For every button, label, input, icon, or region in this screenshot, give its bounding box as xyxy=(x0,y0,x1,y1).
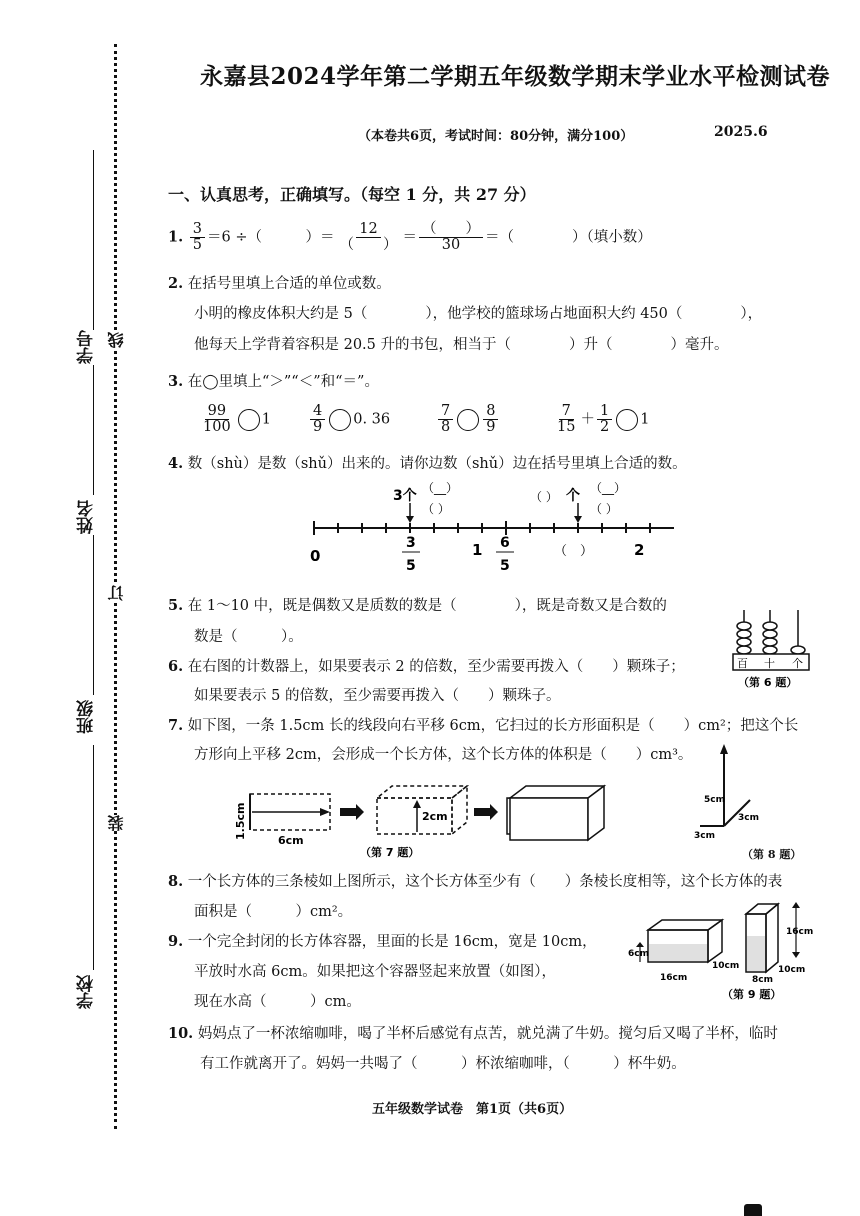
q7-caption: （第 7 题） xyxy=(360,846,420,859)
abacus-beads xyxy=(737,622,805,654)
binding-mark-staple: 订 xyxy=(107,585,126,601)
compare-circle[interactable] xyxy=(238,409,260,431)
question-1: 1. $\frac{3}{5}$ ＝6 ÷（ ）＝ $\frac{12}{( )}$ ＝ $\frac{( )}{30}$ ＝（ ）（填小数） xyxy=(168,221,652,254)
question-2 xyxy=(168,272,391,293)
abacus-label-ones: 个 xyxy=(792,657,803,670)
compare-circle[interactable] xyxy=(329,409,351,431)
question-text: 一个完全封闭的长方体容器，里面的长是 16cm，宽是 10cm， xyxy=(187,934,597,950)
tick-label-3-5-num: 3 xyxy=(406,535,416,551)
question-number: 8. xyxy=(168,873,184,890)
water-flat xyxy=(649,944,707,961)
dim-6cm: 6cm xyxy=(628,949,649,959)
question-number: 2. xyxy=(168,275,184,292)
dim-3cm-width: 3cm xyxy=(694,831,715,840)
question-number: 6. xyxy=(168,658,184,675)
tick-label-6-5-num: 6 xyxy=(500,535,510,551)
exam-date: 2025.6 xyxy=(714,124,768,140)
compare-circle[interactable] xyxy=(457,409,479,431)
name-line[interactable] xyxy=(93,365,94,495)
dim-3cm-depth: 3cm xyxy=(738,813,759,823)
arrow-right-icon xyxy=(474,804,498,820)
dim-6cm: 6cm xyxy=(278,834,304,847)
fraction: $\frac{3}{5}$ xyxy=(190,222,205,253)
school-label: 学校 xyxy=(77,975,97,1009)
class-label: 班级 xyxy=(77,700,97,734)
fraction[interactable]: $\frac{12}{( )}$ xyxy=(339,221,398,254)
abacus-caption: （第 6 题） xyxy=(738,676,798,689)
question-2-line-3[interactable]: 他每天上学背着容积是 20.5 升的书包，相当于（ ）升（ ）毫升。 xyxy=(194,337,729,353)
blank-fraction-den[interactable]: （ ） xyxy=(422,502,450,516)
water-upright xyxy=(747,936,765,971)
question-7-line-2[interactable]: 方形向上平移 2cm，会形成一个长方体，这个长方体的体积是（ ）cm³。 xyxy=(194,747,693,763)
question-text: 在括号里填上合适的单位或数。 xyxy=(187,276,391,292)
label-unit-char: 个 xyxy=(566,488,580,504)
tick-label-3-5-den: 5 xyxy=(406,558,416,574)
student-id-label: 学号 xyxy=(77,330,97,364)
question-text: 在◯里填上“＞”“＜”和“＝”。 xyxy=(187,374,379,390)
q9-caption: （第 9 题） xyxy=(722,988,782,1001)
question-text[interactable]: 如下图，一条 1.5cm 长的线段向右平移 6cm，它扫过的长方形面积是（ ）cm²；把这个长 xyxy=(187,718,799,734)
question-text[interactable]: 一个长方体的三条棱如上图所示，这个长方体至少有（ ）条棱长度相等，这个长方体的表 xyxy=(187,874,783,890)
dim-2cm: 2cm xyxy=(422,810,448,823)
name-label: 姓名 xyxy=(77,500,97,534)
dim-10cm: 10cm xyxy=(712,961,740,971)
corner-mark xyxy=(744,1204,762,1216)
exam-info: （本卷共6页，考试时间：80分钟，满分100） xyxy=(358,129,634,144)
question-number: 10. xyxy=(168,1025,194,1042)
q8-caption: （第 8 题） xyxy=(742,848,802,861)
question-6-line-2[interactable]: 如果要表示 5 的倍数，至少需要再拨入（ ）颗珠子。 xyxy=(194,688,561,704)
tick-label-6-5-den: 5 xyxy=(500,558,510,574)
answer-blank[interactable]: ＝（ ）（填小数） xyxy=(484,229,652,246)
question-number: 3. xyxy=(168,373,184,390)
compare-1: $\frac{99}{100}$ 1 xyxy=(203,403,271,436)
tick-label-1: 1 xyxy=(472,541,483,559)
question-9-line-2: 平放时水高 6cm。如果把这个容器竖起来放置（如图）， xyxy=(194,964,556,980)
blank-count[interactable]: （ ） xyxy=(530,490,558,504)
question-text[interactable]: 在 1～10 中，既是偶数又是质数的数是（ ），既是奇数又是合数的 xyxy=(187,598,667,614)
question-8-line-2[interactable]: 面积是（ ）cm²。 xyxy=(194,904,353,920)
tick-label-0: 0 xyxy=(310,547,321,565)
question-text: 妈妈点了一杯浓缩咖啡，喝了半杯后感觉有点苦，就兑满了牛奶。搅匀后又喝了半杯，临时 xyxy=(197,1026,778,1042)
exam-title: 永嘉县2024学年第二学期五年级数学期末学业水平检测试卷 xyxy=(200,63,831,90)
question-9 xyxy=(168,930,597,951)
dim-16cm: 16cm xyxy=(660,973,688,983)
dim-16cm-upright: 16cm xyxy=(786,927,814,937)
dim-1-5cm: 1.5cm xyxy=(234,802,247,840)
blank-tick-label[interactable]: （ ） xyxy=(554,544,594,559)
compare-2: $\frac{4}{9}$ 0. 36 xyxy=(308,404,390,435)
question-text[interactable]: 在右图的计数器上，如果要表示 2 的倍数，至少需要再拨入（ ）颗珠子； xyxy=(187,659,685,675)
compare-3: $\frac{7}{8}$ $\frac{8}{9}$ xyxy=(436,404,500,435)
abacus-label-tens: 十 xyxy=(764,657,775,670)
question-10 xyxy=(168,1022,778,1043)
binding-mark-bind: 装 xyxy=(107,815,126,831)
question-6 xyxy=(168,655,685,676)
question-number: 1. xyxy=(168,228,184,246)
number-line-figure xyxy=(300,475,700,585)
q8-figure xyxy=(690,728,800,840)
compare-4: $\frac{7}{15}$ ＋ $\frac{1}{2}$ 1 xyxy=(557,403,650,436)
page-footer: 五年级数学试卷 第1页（共6页） xyxy=(372,1102,573,1117)
blank-fraction-num-2[interactable]: （__） xyxy=(590,481,627,495)
dim-8cm: 8cm xyxy=(752,975,773,985)
q9-figure xyxy=(626,896,826,1006)
dim-10cm-upright: 10cm xyxy=(778,965,806,975)
dim-5cm: 5cm xyxy=(704,795,725,805)
label-three-units: 3个 xyxy=(393,488,417,504)
fraction[interactable]: $\frac{( )}{30}$ xyxy=(419,222,483,253)
question-number: 7. xyxy=(168,717,184,734)
abacus-label-hundreds: 百 xyxy=(737,657,748,670)
question-10-line-2[interactable]: 有工作就离开了。妈妈一共喝了（ ）杯浓缩咖啡，（ ）杯牛奶。 xyxy=(200,1056,686,1072)
q7-box-final xyxy=(502,780,612,852)
question-2-line-2[interactable]: 小明的橡皮体积大约是 5（ ），他学校的篮球场占地面积大约 450（ ）， xyxy=(194,306,763,322)
compare-circle[interactable] xyxy=(616,409,638,431)
blank-fraction-num[interactable]: （__） xyxy=(422,481,459,495)
question-text: 数（shù）是数（shǔ）出来的。请你边数（shǔ）边在括号里填上合适的数。 xyxy=(187,456,687,472)
blank-fraction-den-2[interactable]: （ ） xyxy=(590,502,618,516)
question-8 xyxy=(168,870,782,891)
question-5-line-2[interactable]: 数是（ ）。 xyxy=(194,629,303,645)
question-9-line-3[interactable]: 现在水高（ ）cm。 xyxy=(194,994,361,1010)
section-title: 一、认真思考，正确填写。（每空 1 分，共 27 分） xyxy=(168,185,536,204)
question-4 xyxy=(168,452,687,473)
question-number: 9. xyxy=(168,933,184,950)
abacus-figure xyxy=(730,604,812,694)
student-id-line[interactable] xyxy=(93,150,94,330)
class-line[interactable] xyxy=(93,535,94,695)
question-number: 5. xyxy=(168,597,184,614)
binding-mark-line: 线 xyxy=(107,332,126,348)
tick-label-2: 2 xyxy=(634,541,645,559)
question-5 xyxy=(168,594,667,615)
answer-blank[interactable]: ＝6 ÷（ ）＝ xyxy=(206,229,335,246)
question-number: 4. xyxy=(168,455,184,472)
question-3 xyxy=(168,370,379,391)
school-line[interactable] xyxy=(93,745,94,970)
arrow-right-icon xyxy=(340,804,364,820)
